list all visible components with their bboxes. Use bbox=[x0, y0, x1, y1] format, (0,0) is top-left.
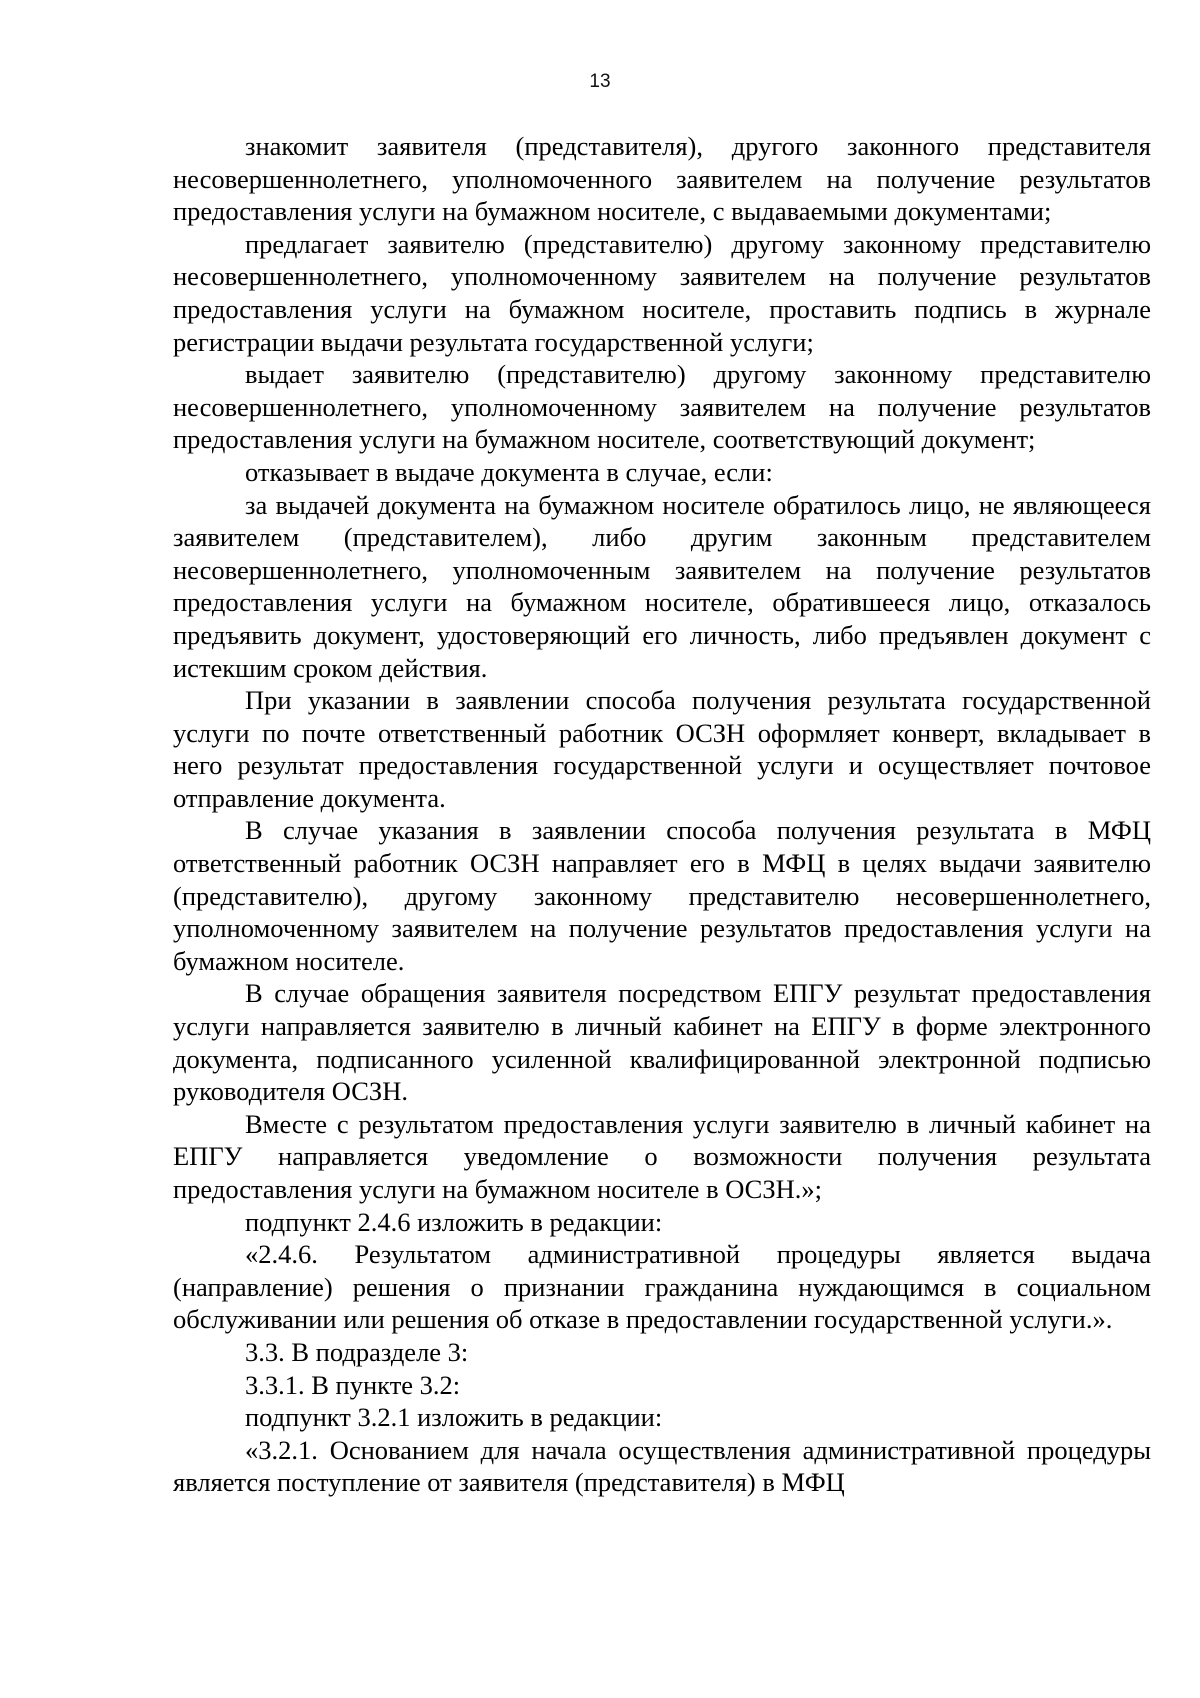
paragraph: отказывает в выдаче документа в случае, если: bbox=[245, 456, 773, 487]
paragraph: выдает заявителю (представителю) другому законному представителю несовершеннолетнего, уполномоченному заявителем на получение результатов предоставления услуги на бумажном носителе, соответствующий документ; bbox=[173, 359, 1151, 455]
paragraph: «2.4.6. Результатом административной процедуры является выдача (направление) решения о признании гражданина нуждающимся в социальном обслуживании или решения об отказе в предоставлении государственной услуги.». bbox=[173, 1239, 1151, 1335]
paragraph: подпункт 3.2.1 изложить в редакции: bbox=[245, 1402, 663, 1433]
paragraph: знакомит заявителя (представителя), другого законного представителя несовершеннолетнего, уполномоченного заявителем на получение результатов предоставления услуги на бумажном носителе, с выдаваемыми документами; bbox=[173, 131, 1151, 227]
paragraph: 3.3. В подразделе 3: bbox=[245, 1336, 469, 1367]
paragraph: подпункт 2.4.6 изложить в редакции: bbox=[245, 1206, 663, 1237]
paragraph: за выдачей документа на бумажном носителе обратилось лицо, не являющееся заявителем (представителем), либо другим законным представителем несовершеннолетнего, уполномоченным заявителем на получение результатов предоставления услуги на бумажном носителе, обратившееся лицо, отказалось предъявить документ, удостоверяющий его личность, либо предъявлен документ с истекшим сроком действия. bbox=[173, 489, 1151, 683]
page-number: 13 bbox=[589, 71, 611, 92]
paragraph: предлагает заявителю (представителю) другому законному представителю несовершеннолетнего, уполномоченному заявителем на получение результатов предоставления услуги на бумажном носителе, проставить подпись в журнале регистрации выдачи результата государственной услуги; bbox=[173, 228, 1151, 357]
paragraph: В случае обращения заявителя посредством ЕПГУ результат предоставления услуги направляется заявителю в личный кабинет на ЕПГУ в форме электронного документа, подписанного усиленной квалифицированной электронной подписью руководителя ОСЗН. bbox=[173, 978, 1151, 1107]
paragraph: В случае указания в заявлении способа получения результата в МФЦ ответственный работник ОСЗН направляет его в МФЦ в целях выдачи заявителю (представителю), другому законному представителю несовершеннолетнего, уполномоченному заявителем на получение результатов предоставления услуги на бумажном носителе. bbox=[173, 815, 1151, 976]
document-body bbox=[173, 130, 1151, 1499]
paragraph: «3.2.1. Основанием для начала осуществления административной процедуры является поступление от заявителя (представителя) в МФЦ bbox=[173, 1434, 1151, 1498]
paragraph: При указании в заявлении способа получения результата государственной услуги по почте ответственный работник ОСЗН оформляет конверт, вкладывает в него результат предоставления государственной услуги и осуществляет почтовое отправление документа. bbox=[173, 685, 1151, 813]
paragraph: Вместе с результатом предоставления услуги заявителю в личный кабинет на ЕПГУ направляется уведомление о возможности получения результата предоставления услуги на бумажном носителе в ОСЗН.»; bbox=[173, 1108, 1151, 1204]
paragraph: 3.3.1. В пункте 3.2: bbox=[245, 1369, 461, 1400]
